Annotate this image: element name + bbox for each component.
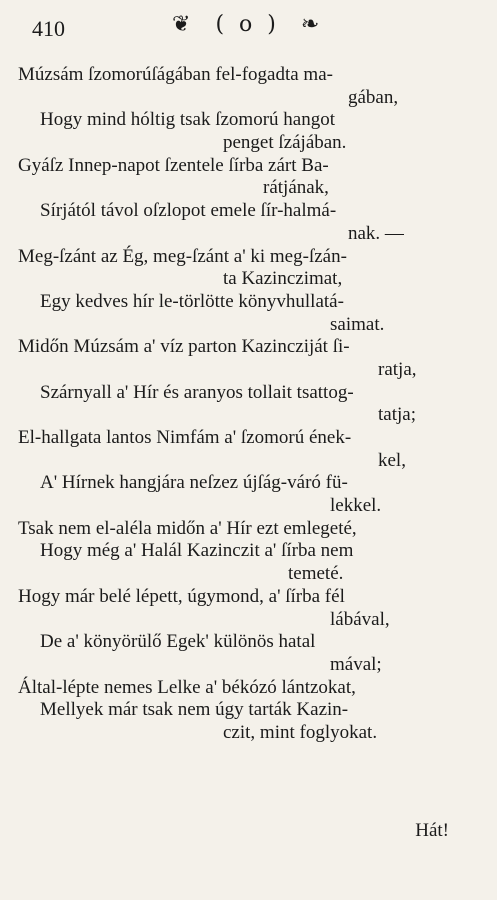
text-line: lábával, xyxy=(330,608,390,630)
text-line: czit, mint foglyokat. xyxy=(223,721,378,743)
text-line: A' Hírnek hangjára neſzez újſág-váró fü- xyxy=(40,472,348,494)
text-line: El-hallgata lantos Nimfám a' ſzomorú ének- xyxy=(18,427,352,448)
text-line: rátjának, xyxy=(263,177,329,199)
text-line: tatja; xyxy=(378,404,416,426)
text-line: Szárnyall a' Hír és aranyos tollait tsattog- xyxy=(40,381,354,403)
text-line: penget ſzájában. xyxy=(223,132,347,154)
text-line: gában, xyxy=(348,86,399,108)
text-line: Mellyek már tsak nem úgy tarták Kazin- xyxy=(40,699,349,721)
text-line: Sírjától távol oſzlopot emele ſír-halmá- xyxy=(40,200,337,222)
text-line: Hogy már belé lépett, úgymond, a' ſírba fél xyxy=(18,585,345,607)
ornament-center: ( o ) xyxy=(215,12,280,37)
text-line: lekkel. xyxy=(330,495,382,517)
text-line: Hogy mind hóltig tsak ſzomorú hangot xyxy=(40,109,336,131)
text-line: temeté. xyxy=(288,563,344,585)
text-line: De a' könyörülő Egek' különös hatal xyxy=(40,631,316,653)
text-line: mával; xyxy=(330,653,382,675)
text-line: kel, xyxy=(378,449,406,471)
page-number: 410 xyxy=(32,16,65,41)
header-ornament xyxy=(172,12,323,37)
text-line: Hogy még a' Halál Kazinczit a' ſírba nem xyxy=(40,540,354,562)
text-line: ta Kazinczimat, xyxy=(223,268,343,290)
text-line: Által-lépte nemes Lelke a' békózó lántzokat, xyxy=(18,676,356,698)
text-line: Tsak nem el-aléla midőn a' Hír ezt emlegeté, xyxy=(18,517,357,539)
text-line: Meg-ſzánt az Ég, meg-ſzánt a' ki meg-ſzán- xyxy=(18,245,347,267)
text-line: ratja, xyxy=(378,358,417,380)
page-header xyxy=(22,12,475,52)
fleuron-left-icon: ❦ xyxy=(172,12,195,37)
fleuron-right-icon: ❧ xyxy=(300,12,324,37)
poem-text xyxy=(18,64,476,745)
text-line: Gyáſz Innep-napot ſzentele ſírba zárt Ba- xyxy=(18,154,329,176)
text-line: saimat. xyxy=(330,313,385,335)
text-line: nak. — xyxy=(348,222,404,244)
text-line: Midőn Múzsám a' víz parton Kazincziját ſi- xyxy=(18,336,350,358)
text-line: Múzsám ſzomorúſágában fel-fogadta ma- xyxy=(18,64,333,85)
catchword: Hát! xyxy=(415,820,449,841)
text-line: Egy kedves hír le-törlötte könyvhullatá- xyxy=(40,290,344,312)
